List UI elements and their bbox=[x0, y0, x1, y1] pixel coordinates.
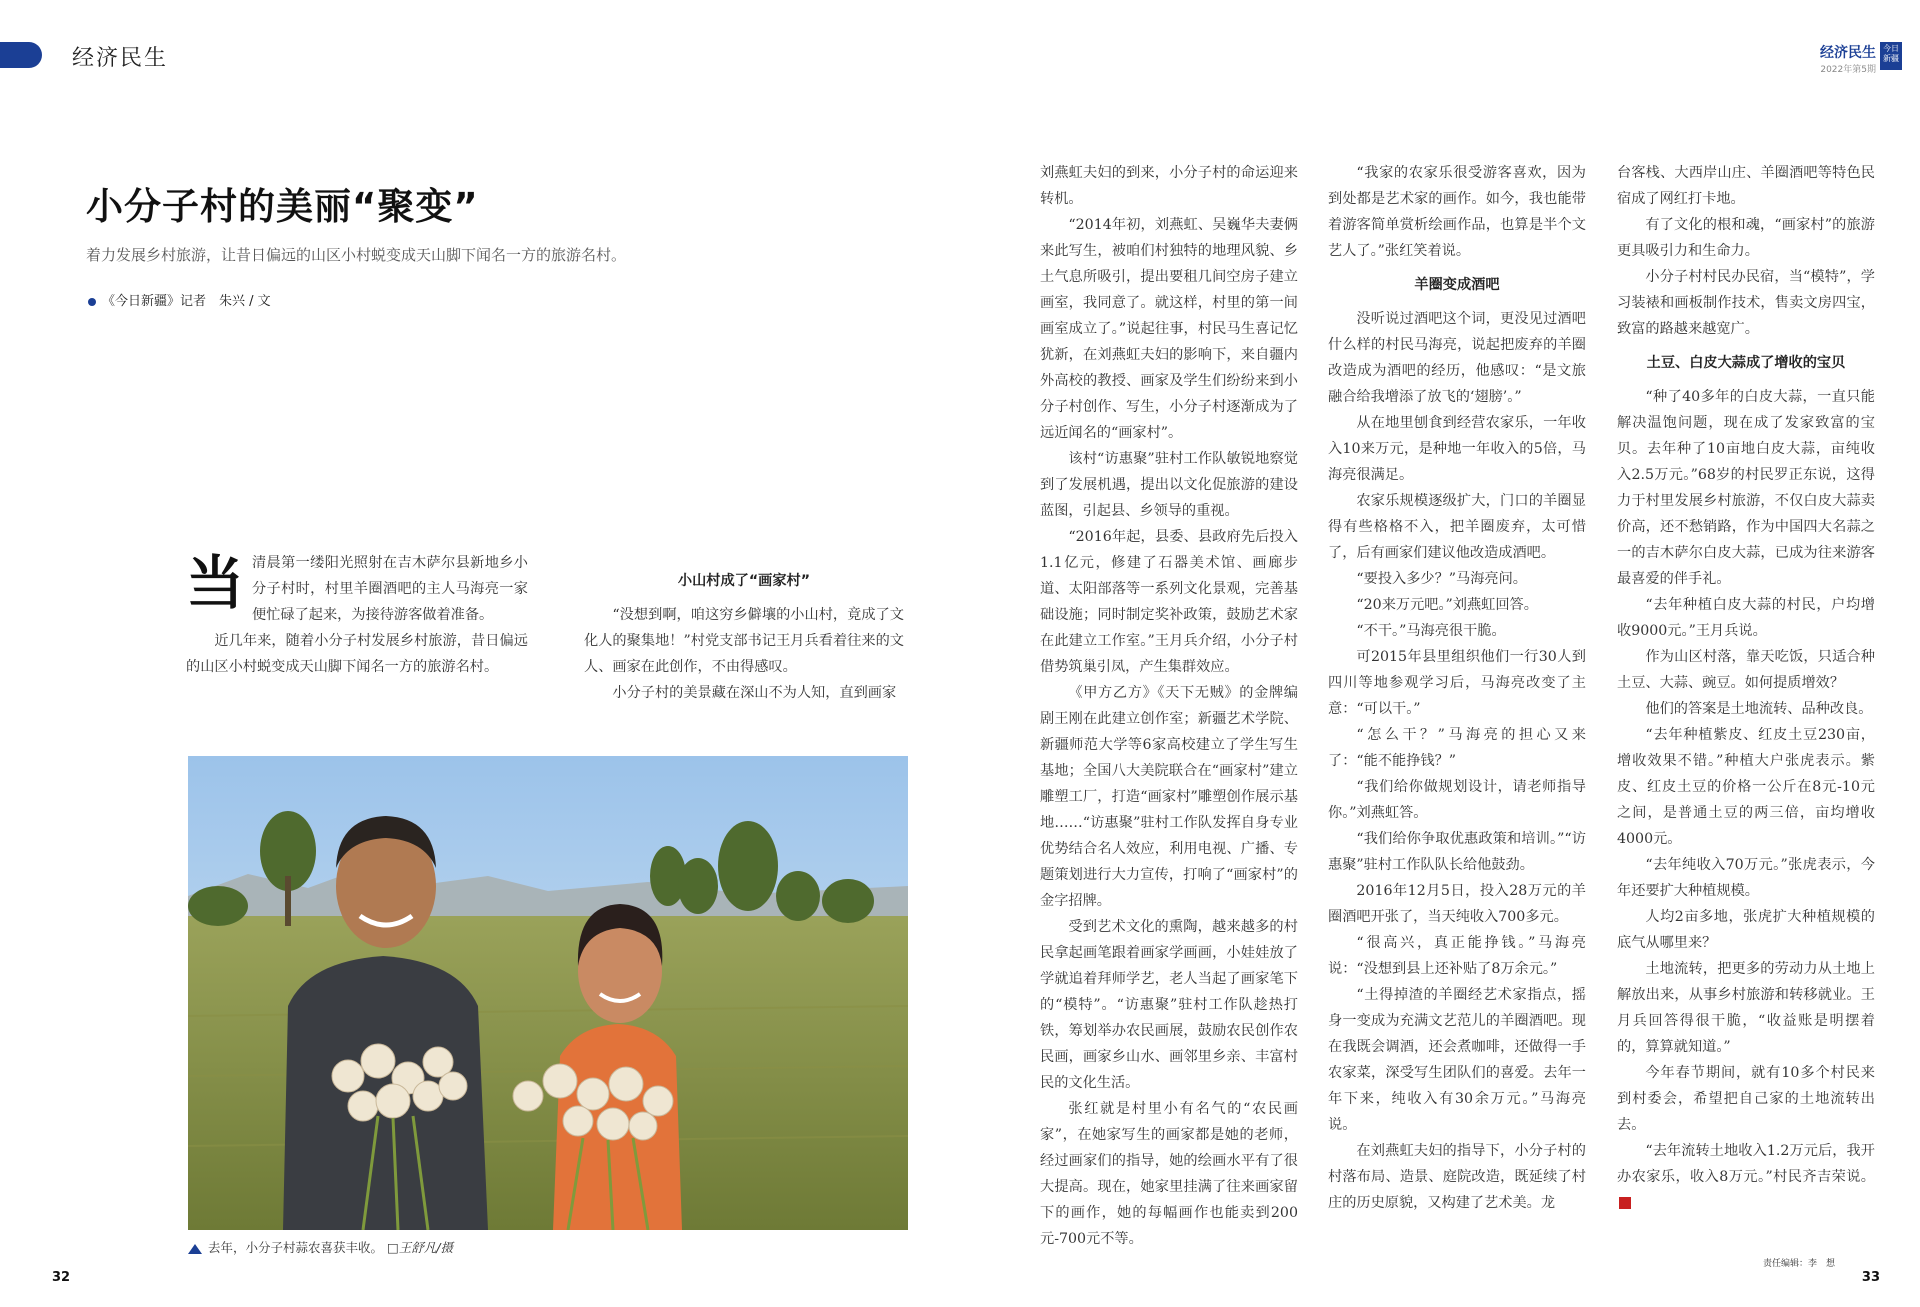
paragraph bbox=[1617, 1138, 1875, 1216]
intro-column bbox=[186, 550, 528, 680]
page-number-right: 33 bbox=[1861, 1270, 1880, 1285]
byline-text: 《今日新疆》记者 朱兴 / 文 bbox=[102, 294, 271, 309]
paragraph: “要投入多少？”马海亮问。 bbox=[1356, 571, 1527, 587]
paragraph: “去年种植紫皮、红皮土豆230亩，增收效果不错。”种植大户张虎表示。紫皮、红皮土豆的价格一公斤在8元-10元之间，是普通土豆的两三倍，亩均增收4000元。 bbox=[1617, 727, 1875, 847]
paragraph: “我家的农家乐很受游客喜欢，因为到处都是艺术家的画作。如今，我也能带着游客简单赏析绘画作品，也算是半个文艺人了。”张红笑着说。 bbox=[1328, 165, 1586, 259]
paragraph: “去年种植白皮大蒜的村民，户均增收9000元。”王月兵说。 bbox=[1617, 597, 1875, 639]
brand-logo-tag: 今日新疆 bbox=[1880, 42, 1902, 70]
paragraph: 该村“访惠聚”驻村工作队敏锐地察觉到了发展机遇，提出以文化促旅游的建设蓝图，引起县、乡领导的重视。 bbox=[1040, 451, 1298, 519]
paragraph: “很高兴，真正能挣钱。”马海亮说：“没想到县上还补贴了8万余元。” bbox=[1328, 935, 1586, 977]
page-number-left: 32 bbox=[52, 1270, 71, 1285]
paragraph: 可2015年县里组织他们一行30人到四川等地参观学习后，马海亮改变了主意：“可以干。” bbox=[1328, 649, 1586, 717]
paragraph: 刘燕虹夫妇的到来，小分子村的命运迎来转机。 bbox=[1040, 165, 1298, 207]
paragraph: “20来万元吧。”刘燕虹回答。 bbox=[1356, 597, 1538, 613]
article-title: 小分子村的美丽“聚变” bbox=[86, 185, 479, 228]
paragraph: “去年纯收入70万元。”张虎表示，今年还要扩大种植规模。 bbox=[1617, 857, 1875, 899]
article-deck: 着力发展乡村旅游，让昔日偏远的山区小村蜕变成天山脚下闻名一方的旅游名村。 bbox=[86, 246, 627, 264]
column-4 bbox=[1328, 160, 1586, 1216]
paragraph: “土得掉渣的羊圈经艺术家指点，摇身一变成为充满文艺范儿的羊圈酒吧。现在我既会调酒，还会煮咖啡，还做得一手农家菜，深受写生团队们的喜爱。去年一年下来，纯收入有30余万元。”马海亮说。 bbox=[1328, 987, 1586, 1133]
farmers-garlic-photo bbox=[188, 756, 908, 1230]
paragraph: “种了40多年的白皮大蒜，一直只能解决温饱问题，现在成了发家致富的宝贝。去年种了10亩地白皮大蒜，亩纯收入2.5万元。”68岁的村民罗正东说，这得力于村里发展乡村旅游，不仅白皮大蒜卖价高，还不愁销路，作为中国四大名蒜之一的吉木萨尔白皮大蒜，已成为往来游客最喜爱的伴手礼。 bbox=[1617, 389, 1875, 587]
drop-cap: 当 bbox=[186, 549, 245, 617]
photo-caption bbox=[188, 1238, 453, 1256]
paragraph: 台客栈、大西岸山庄、羊圈酒吧等特色民宿成了网红打卡地。 bbox=[1617, 165, 1875, 207]
paragraph: “怎么干？”马海亮的担心又来了：“能不能挣钱？” bbox=[1328, 727, 1586, 769]
paragraph: 在刘燕虹夫妇的指导下，小分子村的村落布局、造景、庭院改造，既延续了村庄的历史原貌，又构建了艺术美。龙 bbox=[1328, 1143, 1586, 1211]
paragraph: “2016年起，县委、县政府先后投入1.1亿元，修建了石器美术馆、画廊步道、太阳部落等一系列文化景观，完善基础设施；同时制定奖补政策，鼓励艺术家在此建立工作室。”王月兵介绍，小分子村借势筑巢引凤，产生集群效应。 bbox=[1040, 529, 1298, 675]
article-byline bbox=[88, 290, 271, 309]
intro-paragraph: 近几年来，随着小分子村发展乡村旅游，昔日偏远的山区小村蜕变成天山脚下闻名一方的旅游名村。 bbox=[186, 633, 528, 675]
paragraph: 从在地里刨食到经营农家乐，一年收入10来万元，是种地一年收入的5倍，马海亮很满足。 bbox=[1328, 415, 1586, 483]
paragraph: 人均2亩多地，张虎扩大种植规模的底气从哪里来？ bbox=[1617, 909, 1875, 951]
end-mark-icon bbox=[1619, 1197, 1631, 1209]
column-3 bbox=[1040, 160, 1298, 1252]
paragraph: 没听说过酒吧这个词，更没见过酒吧什么样的村民马海亮，说起把废弃的羊圈改造成为酒吧的经历，他感叹：“是文旅融合给我增添了放飞的‘翅膀’。” bbox=[1328, 311, 1586, 405]
paragraph: “我们给你争取优惠政策和培训。”“访惠聚”驻村工作队队长给他鼓劲。 bbox=[1328, 831, 1586, 873]
paragraph: 受到艺术文化的熏陶，越来越多的村民拿起画笔跟着画家学画画，小娃娃放了学就追着拜师学艺，老人当起了画家笔下的“模特”。“访惠聚”驻村工作队趁热打铁，筹划举办农民画展，鼓励农民创作农民画，画家乡山水、画邻里乡亲、丰富村民的文化生活。 bbox=[1040, 919, 1298, 1091]
paragraph: “没想到啊，咱这穷乡僻壤的小山村，竟成了文化人的聚集地！”村党支部书记王月兵看着往来的文人、画家在此创作，不由得感叹。 bbox=[584, 607, 904, 675]
paragraph: “不干。”马海亮很干脆。 bbox=[1356, 623, 1506, 639]
section-name: 经济民生 bbox=[72, 46, 169, 71]
subheading: 土豆、白皮大蒜成了增收的宝贝 bbox=[1646, 355, 1846, 371]
paragraph: 小分子村村民办民宿，当“模特”，学习装裱和画板制作技术，售卖文房四宝，致富的路越来越宽广。 bbox=[1617, 269, 1875, 337]
caption-triangle-icon bbox=[188, 1244, 202, 1254]
paragraph: 他们的答案是土地流转、品种改良。 bbox=[1645, 701, 1873, 717]
paragraph: 张红就是村里小有名气的“农民画家”，在她家写生的画家都是她的老师，经过画家们的指导，她的绘画水平有了很大提高。现在，她家里挂满了往来画家留下的画作，她的每幅画作也能卖到200元-700元不等。 bbox=[1040, 1101, 1298, 1247]
paragraph: 今年春节期间，就有10多个村民来到村委会，希望把自己家的土地流转出去。 bbox=[1617, 1065, 1875, 1133]
paragraph: 有了文化的根和魂，“画家村”的旅游更具吸引力和生命力。 bbox=[1617, 217, 1875, 259]
bullet-dot-icon bbox=[88, 298, 96, 306]
magazine-brand bbox=[1820, 42, 1899, 75]
brand-section-title: 经济民生 bbox=[1820, 45, 1876, 61]
brand-issue: 2022年第5期 bbox=[1820, 65, 1876, 75]
column-2 bbox=[584, 568, 904, 706]
paragraph: 《甲方乙方》《天下无贼》的金牌编剧王刚在此建立创作室；新疆艺术学院、新疆师范大学等6家高校建立了学生写生基地；全国八大美院联合在“画家村”建立雕塑工厂，打造“画家村”雕塑创作展示基地……“访惠聚”驻村工作队发挥自身专业优势结合名人效应，利用电视、广播、专题策划进行大力宣传，打响了“画家村”的金字招牌。 bbox=[1040, 685, 1298, 909]
section-tab-marker bbox=[0, 42, 42, 68]
subheading: 羊圈变成酒吧 bbox=[1414, 277, 1500, 293]
paragraph: “2014年初，刘燕虹、吴巍华夫妻俩来此写生，被咱们村独特的地理风貌、乡土气息所吸引，提出要租几间空房子建立画室，我同意了。就这样，村里的第一间画室成立了。”说起往事，村民马生喜记忆犹新，在刘燕虹夫妇的影响下，来自疆内外高校的教授、画家及学生们纷纷来到小分子村创作、写生，小分子村逐渐成为了远近闻名的“画家村”。 bbox=[1040, 217, 1298, 441]
paragraph: 作为山区村落，靠天吃饭，只适合种土豆、大蒜、豌豆。如何提质增效？ bbox=[1617, 649, 1875, 691]
paragraph: 2016年12月5日，投入28万元的羊圈酒吧开张了，当天纯收入700多元。 bbox=[1328, 883, 1586, 925]
paragraph-text: “去年流转土地收入1.2万元后，我开办农家乐，收入8万元。”村民齐吉荣说。 bbox=[1617, 1143, 1875, 1185]
paragraph: 小分子村的美景藏在深山不为人知，直到画家 bbox=[612, 685, 897, 701]
responsible-editor: 责任编辑：李 想 bbox=[1762, 1259, 1835, 1269]
paragraph: 农家乐规模逐级扩大，门口的羊圈显得有些格格不入，把羊圈废弃，太可惜了，后有画家们建议他改造成酒吧。 bbox=[1328, 493, 1586, 561]
photo-credit: □王舒凡/摄 bbox=[387, 1240, 454, 1255]
intro-paragraph: 清晨第一缕阳光照射在吉木萨尔县新地乡小分子村时，村里羊圈酒吧的主人马海亮一家便忙碌了起来，为接待游客做着准备。 bbox=[252, 555, 528, 623]
column-5 bbox=[1617, 160, 1875, 1216]
paragraph: 土地流转，把更多的劳动力从土地上解放出来，从事乡村旅游和转移就业。王月兵回答得很干脆，“收益账是明摆着的，算算就知道。” bbox=[1617, 961, 1875, 1055]
paragraph: “我们给你做规划设计，请老师指导你。”刘燕虹答。 bbox=[1328, 779, 1586, 821]
caption-text: 去年，小分子村蒜农喜获丰收。 bbox=[208, 1240, 384, 1255]
subheading: 小山村成了“画家村” bbox=[677, 573, 811, 589]
